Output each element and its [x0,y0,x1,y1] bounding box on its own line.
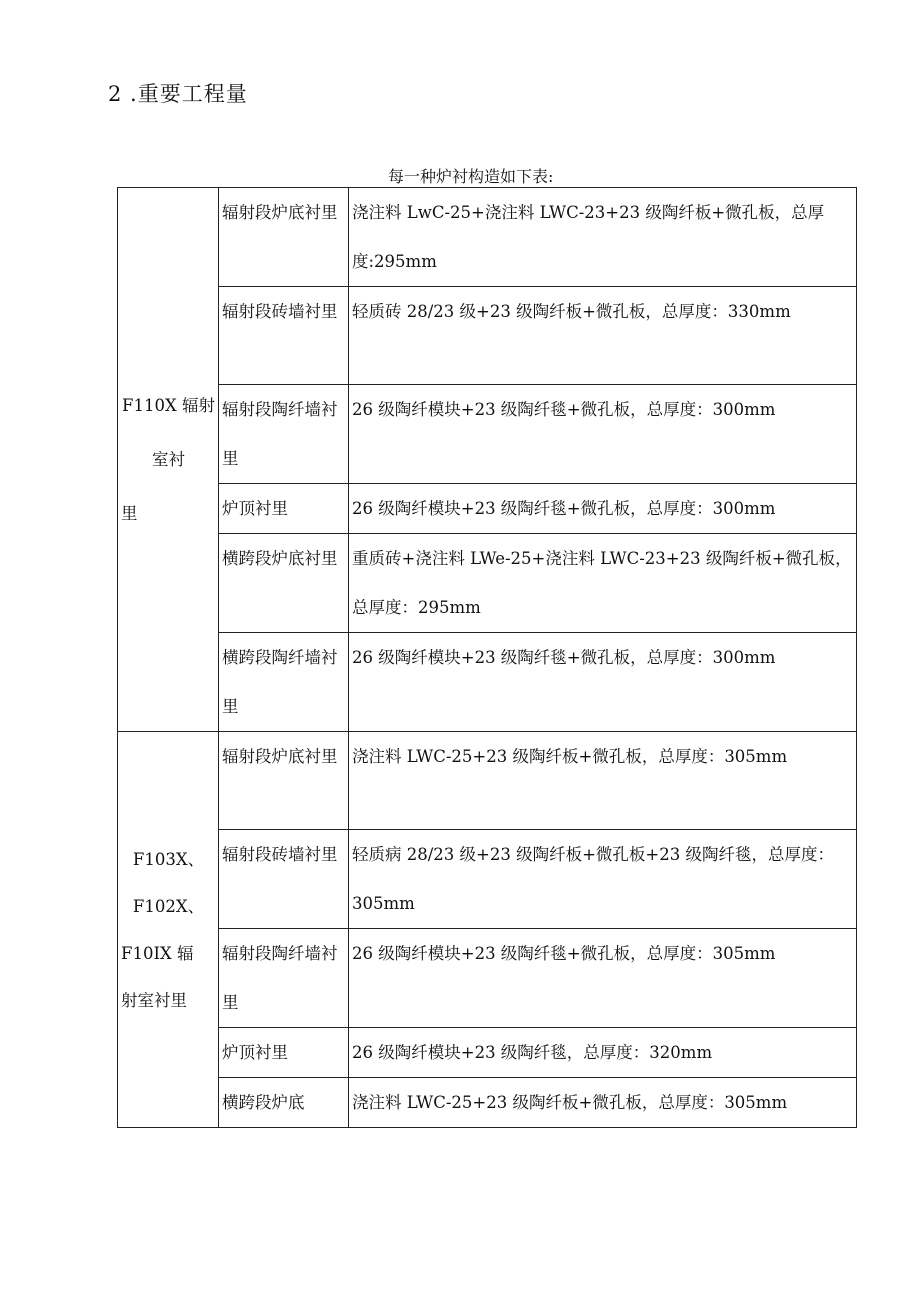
part-cell: 辐射段陶纤墙衬里 [219,385,349,484]
table-row [118,732,857,830]
part-cell: 横跨段陶纤墙衬里 [219,633,349,732]
group-label-line: F103X、 [132,849,205,869]
table-caption: 每一种炉衬构造如下表: [388,167,554,186]
table-row [118,830,857,929]
table-row [118,929,857,1028]
part-cell: 炉顶衬里 [219,484,349,534]
group-label-line: 室衬 [152,449,185,469]
spec-cell: 轻质砖 28/23 级+23 级陶纤板+微孔板，总厚度：330mm [349,287,857,385]
spec-cell: 26 级陶纤模块+23 级陶纤毯+微孔板，总厚度：305mm [349,929,857,1028]
table-row [118,534,857,633]
table-row [118,1028,857,1078]
table-row [118,484,857,534]
part-cell: 辐射段陶纤墙衬里 [219,929,349,1028]
spec-cell: 26 级陶纤模块+23 级陶纤毯+微孔板，总厚度：300mm [349,385,857,484]
part-cell: 辐射段砖墙衬里 [219,830,349,929]
lining-structure-table [117,187,857,1128]
part-cell: 横跨段炉底 [219,1078,349,1128]
group-label-f103x-f102x-f101x [118,732,219,1128]
table-row [118,287,857,385]
spec-cell: 重质砖+浇注料 LWe-25+浇注料 LWC-23+23 级陶纤板+微孔板，总厚度：295mm [349,534,857,633]
table-row [118,1078,857,1128]
spec-cell: 浇注料 LWC-25+23 级陶纤板+微孔板，总厚度：305mm [349,732,857,830]
part-cell: 横跨段炉底衬里 [219,534,349,633]
spec-cell: 浇注料 LwC-25+浇注料 LWC-23+23 级陶纤板+微孔板，总厚度:295mm [349,188,857,287]
spec-cell: 轻质病 28/23 级+23 级陶纤板+微孔板+23 级陶纤毯，总厚度：305mm [349,830,857,929]
group-label-line: F102X、 [132,896,205,916]
group-label-line: F10IX 辐 [121,943,194,963]
group-label-line: F110X 辐射 [122,395,215,415]
section-heading: 2 .重要工程量 [108,82,248,106]
spec-cell: 26 级陶纤模块+23 级陶纤毯，总厚度：320mm [349,1028,857,1078]
spec-cell: 浇注料 LWC-25+23 级陶纤板+微孔板，总厚度：305mm [349,1078,857,1128]
group-label-line: 里 [121,503,138,523]
table-row [118,633,857,732]
part-cell: 炉顶衬里 [219,1028,349,1078]
group-label-f110x [118,188,219,732]
spec-cell: 26 级陶纤模块+23 级陶纤毯+微孔板，总厚度：300mm [349,484,857,534]
group-label-line: 射室衬里 [121,990,187,1010]
part-cell: 辐射段砖墙衬里 [219,287,349,385]
spec-cell: 26 级陶纤模块+23 级陶纤毯+微孔板，总厚度：300mm [349,633,857,732]
part-cell: 辐射段炉底衬里 [219,732,349,830]
table-row [118,385,857,484]
table-row [118,188,857,287]
part-cell: 辐射段炉底衬里 [219,188,349,287]
